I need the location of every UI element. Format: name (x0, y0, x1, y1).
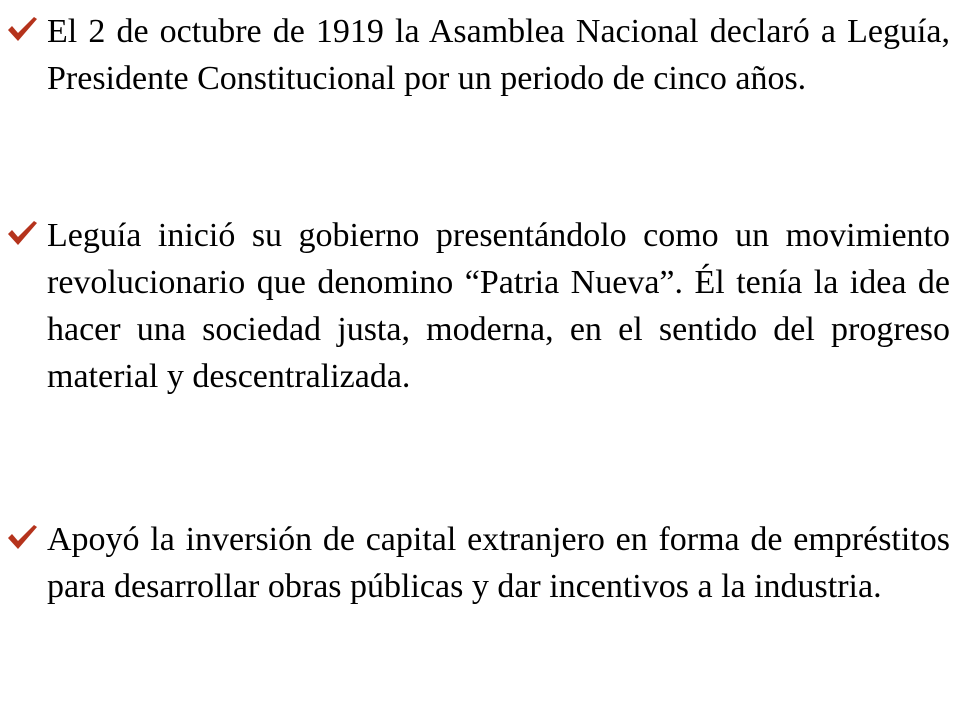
checkmark-icon (6, 219, 38, 247)
bullet-item (6, 212, 950, 400)
checkmark-icon (6, 15, 38, 43)
bullet-item (6, 516, 950, 610)
bullet-text: Apoyó la inversión de capital extranjero en forma de empréstitos para desarrollar obras públicas y dar incentivos a la industria. (47, 521, 950, 605)
bullet-text: El 2 de octubre de 1919 la Asamblea Nacional declaró a Leguía, Presidente Constitucional por un periodo de cinco años. (47, 13, 950, 97)
bullet-item (6, 8, 950, 102)
bullet-text: Leguía inició su gobierno presentándolo como un movimiento revolucionario que denomino “Patria Nueva”. Él tenía la idea de hacer una sociedad justa, moderna, en el sentido del progreso material y descentralizada. (47, 217, 950, 395)
checkmark-icon (6, 523, 38, 551)
